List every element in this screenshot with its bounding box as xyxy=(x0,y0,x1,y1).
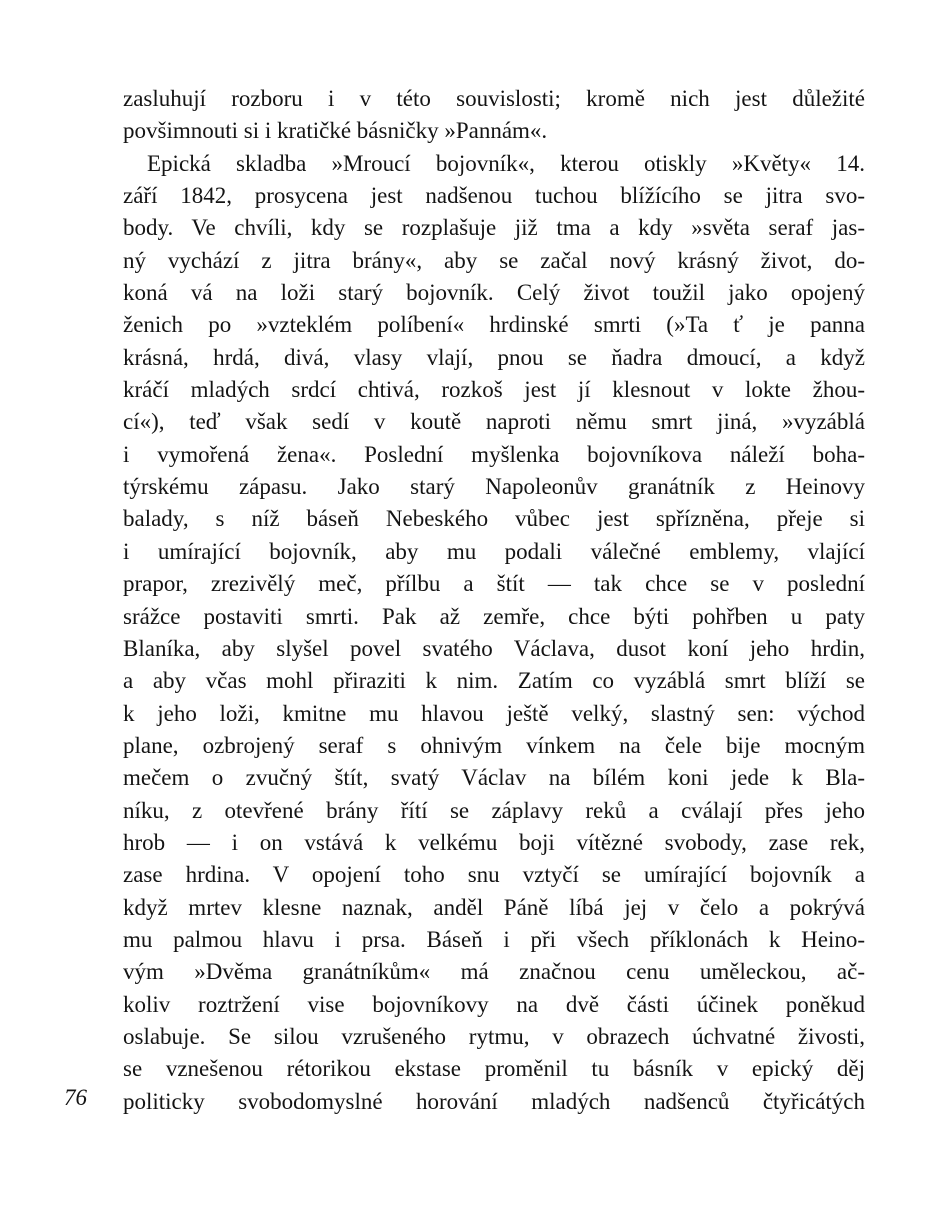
text-line: kráčí mladých srdcí chtivá, rozkoš jest jí klesnout v lokte žhou- xyxy=(123,377,865,403)
text-line: k jeho loži, kmitne mu hlavou ještě velký, slastný sen: východ xyxy=(123,700,865,726)
text-line: a aby včas mohl přiraziti k nim. Zatím co vyzáblá smrt blíží se xyxy=(123,668,865,694)
text-line: když mrtev klesne naznak, anděl Páně líbá jej v čelo a pokrývá xyxy=(123,894,865,920)
text-line: koliv roztržení vise bojovníkovy na dvě části účinek poněkud xyxy=(123,991,865,1017)
text-line: i vymořená žena«. Poslední myšlenka bojovníkova náleží boha- xyxy=(123,441,865,467)
text-line: plane, ozbrojený seraf s ohnivým vínkem na čele bije mocným xyxy=(123,732,865,758)
text-line: cí«), teď však sedí v koutě naproti němu smrt jiná, »vyzáblá xyxy=(123,409,865,435)
text-line: ný vychází z jitra brány«, aby se začal nový krásný život, do- xyxy=(123,247,865,273)
text-line: zasluhují rozboru i v této souvislosti; kromě nich jest důležité xyxy=(123,86,865,111)
text-line: hrob — i on vstává k velkému boji vítězné svobody, zase rek, xyxy=(123,829,865,855)
text-line: Blaníka, aby slyšel povel svatého Václava, dusot koní jeho hrdin, xyxy=(123,635,865,661)
text-line: i umírající bojovník, aby mu podali válečné emblemy, vlající xyxy=(123,538,865,564)
text-line: ženich po »vzteklém políbení« hrdinské smrti (»Ta ť je panna xyxy=(123,312,865,338)
text-line: politicky svobodomyslné horování mladých nadšenců čtyřicátých xyxy=(123,1088,865,1114)
text-line: vým »Dvěma granátníkům« má značnou cenu uměleckou, ač- xyxy=(123,959,865,985)
text-line: koná vá na loži starý bojovník. Celý život toužil jako opojený xyxy=(123,280,865,306)
text-line: níku, z otevřené brány řítí se záplavy reků a cválají přes jeho xyxy=(123,797,865,823)
text-line: mu palmou hlavu i prsa. Báseň i při všech příklonách k Heino- xyxy=(123,926,865,952)
text-line: krásná, hrdá, divá, vlasy vlají, pnou se ňadra dmoucí, a když xyxy=(123,344,865,370)
text-line: se vznešenou rétorikou ekstase proměnil tu básník v epický děj xyxy=(123,1056,865,1082)
text-line: povšimnouti si i kratičké básničky »Pannám«. xyxy=(123,118,548,144)
page-number: 76 xyxy=(64,1085,87,1110)
body-text xyxy=(123,83,865,1118)
text-line: týrskému zápasu. Jako starý Napoleonův granátník z Heinovy xyxy=(123,474,865,500)
text-line: mečem o zvučný štít, svatý Václav na bílém koni jede k Bla- xyxy=(123,765,865,791)
text-line: balady, s níž báseň Nebeského vůbec jest spřízněna, přeje si xyxy=(123,506,865,532)
text-line: srážce postaviti smrti. Pak až zemře, chce býti pohřben u paty xyxy=(123,603,865,629)
text-line: zase hrdina. V opojení toho snu vztyčí se umírající bojovník a xyxy=(123,862,865,888)
text-line: body. Ve chvíli, kdy se rozplašuje již tma a kdy »světa seraf jas- xyxy=(123,215,865,241)
text-line: oslabuje. Se silou vzrušeného rytmu, v obrazech úchvatné živosti, xyxy=(123,1023,865,1049)
text-line: září 1842, prosycena jest nadšenou tuchou blížícího se jitra svo- xyxy=(123,183,865,209)
text-line: Epická skladba »Mroucí bojovník«, kterou otiskly »Květy« 14. xyxy=(147,150,865,176)
text-line: prapor, zrezivělý meč, přílbu a štít — tak chce se v poslední xyxy=(123,571,865,597)
